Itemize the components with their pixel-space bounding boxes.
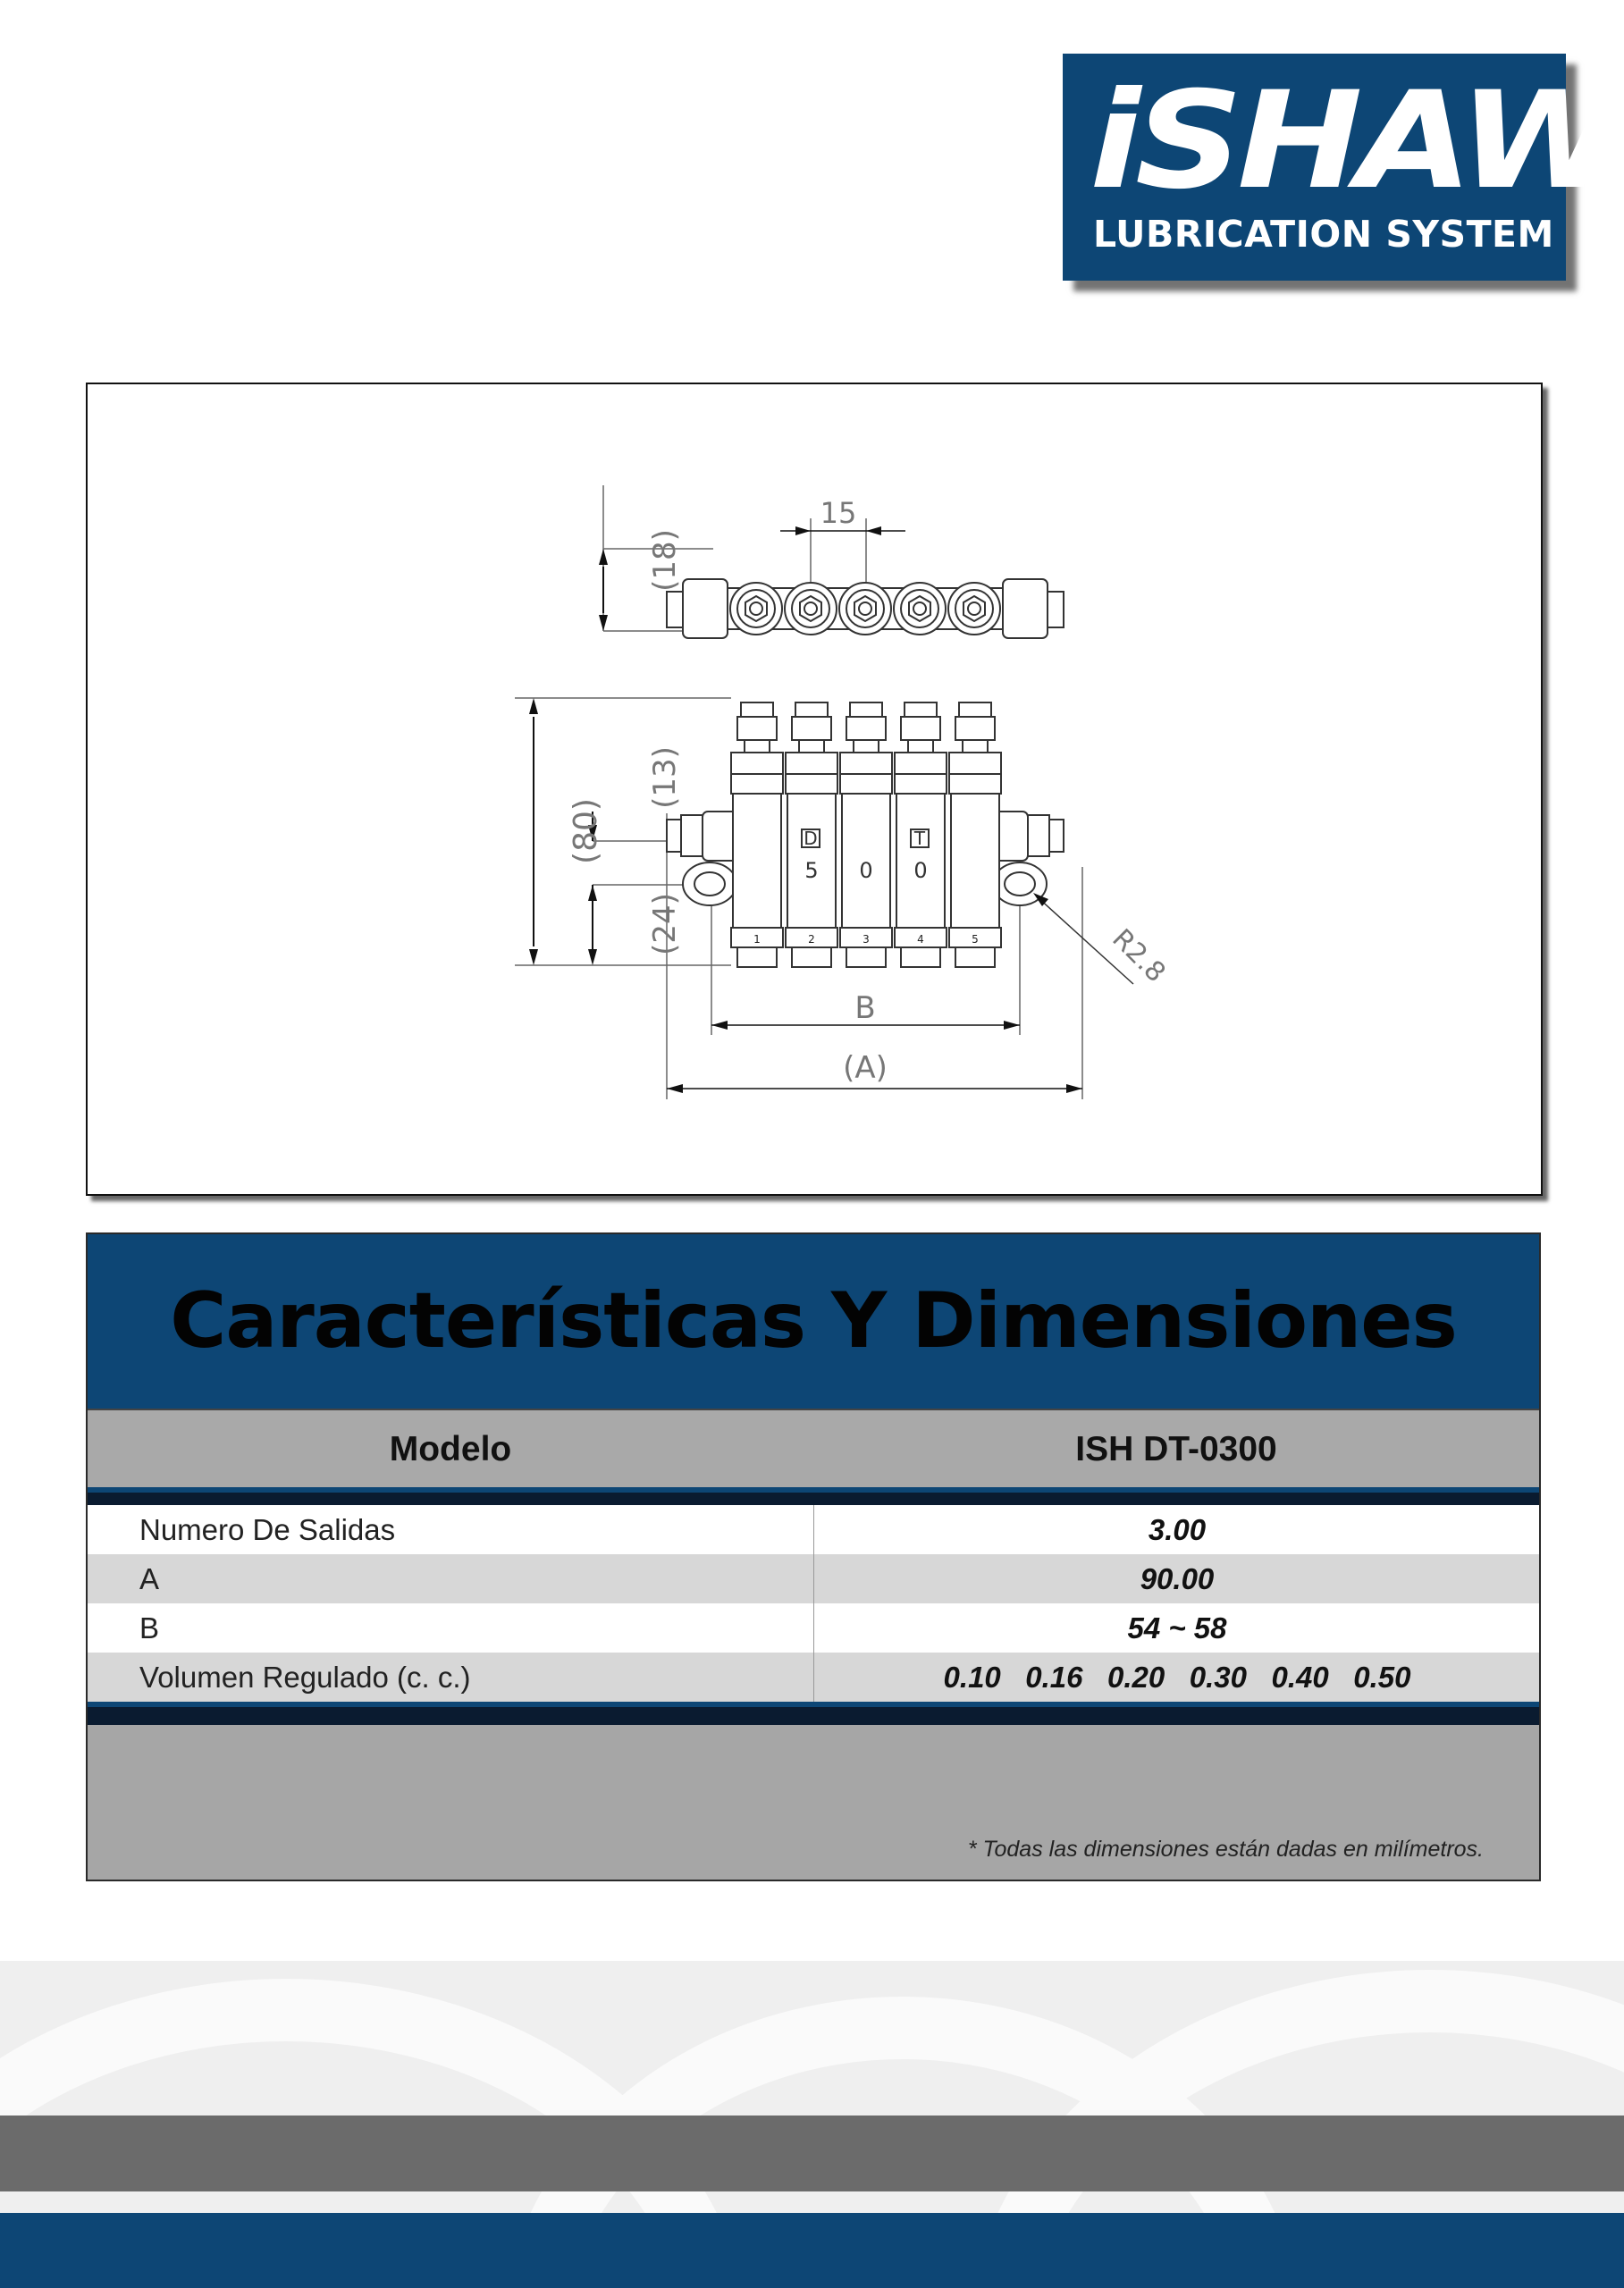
- header-label: Modelo: [389, 1430, 512, 1468]
- brand-logo: [1063, 54, 1619, 281]
- logo-wordmark: iSHAW: [1090, 63, 1619, 219]
- spec-value: 54 ~ 58: [813, 1603, 1540, 1653]
- outlet-number: 1: [753, 933, 761, 946]
- dim-width-b: B: [854, 990, 876, 1026]
- dim-lower-offset: (24): [647, 893, 683, 955]
- dim-top-height: (18): [647, 529, 683, 592]
- specs-title-bar: [88, 1234, 1539, 1409]
- spec-value: 3.00: [813, 1505, 1540, 1554]
- outlet-number: 5: [972, 933, 979, 946]
- spec-row: [88, 1603, 1539, 1653]
- spec-value: 0.10 0.16 0.20 0.30 0.40 0.50: [813, 1653, 1540, 1702]
- specs-header-row: [88, 1409, 1539, 1489]
- dim-radius: R2.8: [1106, 922, 1172, 989]
- logo-subtitle: LUBRICATION SYSTEM: [1093, 213, 1554, 256]
- outlet-number: 2: [808, 933, 815, 946]
- specs-table: [86, 1232, 1541, 1881]
- dim-overall-height: (80): [568, 798, 604, 864]
- outlet-number: 4: [917, 933, 924, 946]
- body-digit: 0: [913, 858, 928, 883]
- dim-width-a: (A): [843, 1050, 888, 1086]
- footnote: * Todas las dimensiones están dadas en milímetros.: [967, 1837, 1484, 1862]
- spec-label: B: [139, 1611, 160, 1644]
- spec-label: Volumen Regulado (c. c.): [139, 1661, 471, 1694]
- body-digit: 5: [804, 858, 819, 883]
- outlet-number: 3: [862, 933, 870, 946]
- spec-label: Numero De Salidas: [139, 1513, 396, 1546]
- header-model: ISH DT-0300: [1075, 1430, 1277, 1468]
- drawing-svg: [88, 384, 1541, 1194]
- spec-value: 90.00: [813, 1554, 1540, 1603]
- spec-row: [88, 1505, 1539, 1555]
- footer-grey-band: [0, 2116, 1624, 2191]
- dim-upper-offset: (13): [647, 746, 683, 809]
- spec-row: [88, 1653, 1539, 1703]
- divider-band: [88, 1702, 1539, 1725]
- footer-blue-band: [0, 2213, 1624, 2288]
- spec-row: [88, 1554, 1539, 1604]
- body-mark-t: T: [913, 828, 926, 849]
- body-mark-d: D: [804, 828, 818, 849]
- technical-drawing: [86, 383, 1543, 1196]
- body-digit: 0: [859, 858, 873, 883]
- dim-pitch: 15: [820, 496, 857, 530]
- spec-label: A: [139, 1562, 160, 1595]
- specs-title: Características Y Dimensiones: [170, 1276, 1457, 1366]
